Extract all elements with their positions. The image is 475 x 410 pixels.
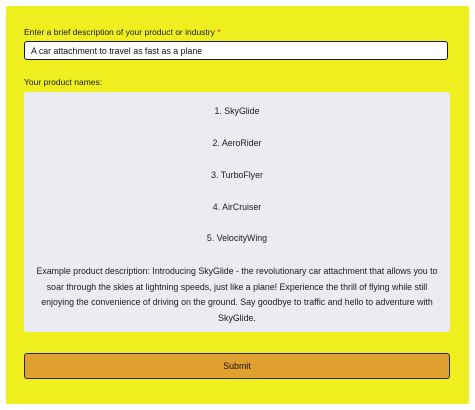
product-name-item: 4. AirCruiser xyxy=(212,202,262,212)
product-name-item: 1. SkyGlide xyxy=(214,106,260,116)
results-label: Your product names: xyxy=(24,77,103,87)
results-box xyxy=(24,92,450,332)
form-panel xyxy=(6,6,469,404)
description-label xyxy=(24,27,221,37)
submit-button[interactable]: Submit xyxy=(24,353,450,379)
product-name-item: 3. TurboFlyer xyxy=(211,170,263,180)
example-product-description: Example product description: Introducing SkyGlide - the revolutionary car attachment that allows you to soar through the skies at lightning speeds, just like a plane! Experience the thrill of flying while still enjoying the convenience of driving on the ground. Say goodbye to traffic and hello to adventure with SkyGlide. xyxy=(36,266,438,323)
description-label-text: Enter a brief description of your product or industry xyxy=(24,27,215,37)
required-marker: * xyxy=(217,27,221,37)
product-name-item: 2. AeroRider xyxy=(212,138,262,148)
product-description-input[interactable] xyxy=(24,41,448,60)
product-name-item: 5. VelocityWing xyxy=(206,233,268,243)
